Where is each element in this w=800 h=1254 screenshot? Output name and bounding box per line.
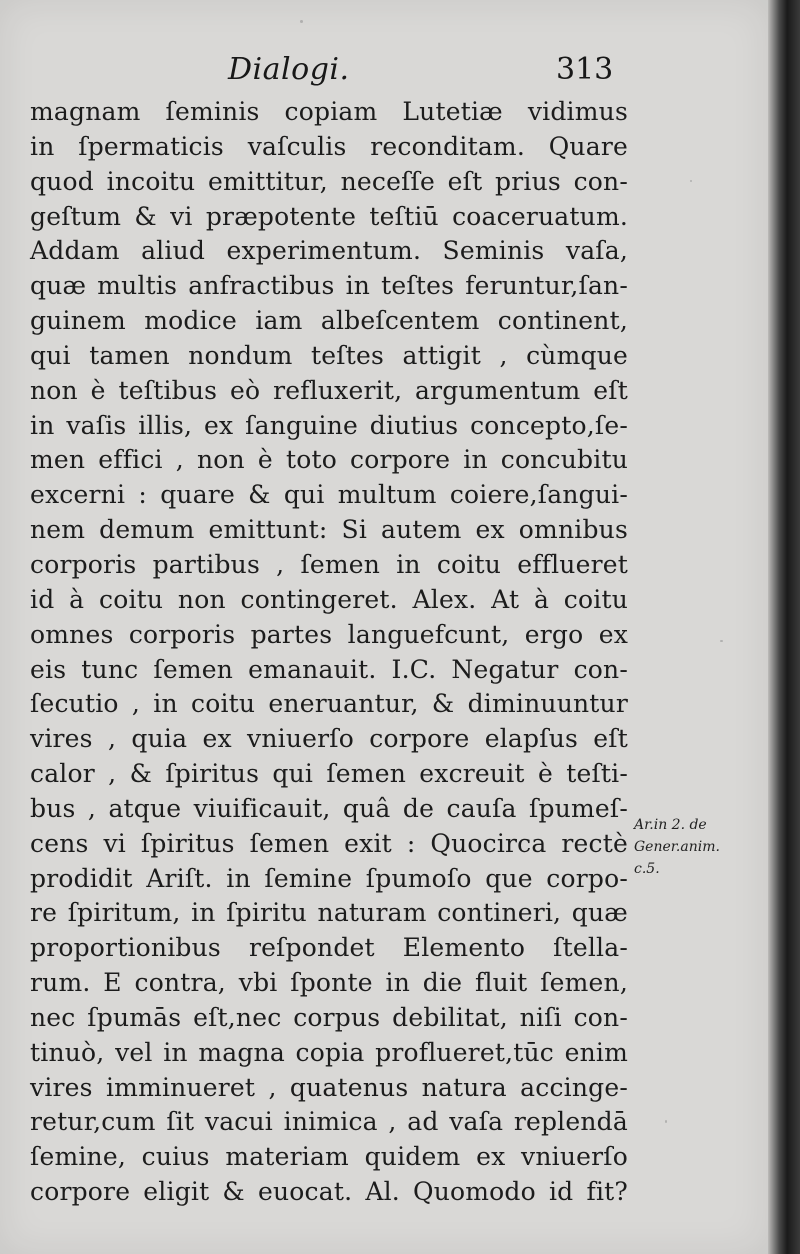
text-line: quæ multis anfractibus in teſtes feruntur,ſan- — [30, 271, 628, 301]
body-text — [30, 95, 628, 1210]
paper-speck — [720, 640, 723, 642]
text-line: re ſpiritum, in ſpiritu naturam contineri, quæ — [30, 898, 628, 928]
paper-speck — [300, 20, 303, 23]
text-line: retur,cum ſit vacui inimica , ad vaſa replendā — [30, 1107, 628, 1137]
text-line: calor , & ſpiritus qui ſemen excreuit è teſti- — [30, 759, 628, 789]
text-line: bus , atque viuificauit, quâ de cauſa ſpumeſ- — [30, 793, 628, 823]
text-line: tinuò, vel in magna copia proflueret,tūc enim — [30, 1037, 628, 1067]
text-line: magnam ſeminis copiam Lutetiæ vidimus — [30, 97, 628, 126]
marginal-citation-line: c.5. — [634, 861, 660, 877]
text-line: excerni : quare & qui multum coiere,ſangui- — [30, 480, 628, 510]
text-line: guinem modice iam albeſcentem continent, — [30, 306, 628, 336]
marginal-citation — [634, 814, 764, 880]
text-line: quod incoitu emittitur, neceſſe eſt prius con- — [30, 166, 628, 196]
book-spine-edge — [768, 0, 800, 1254]
text-line: id à coitu non contingeret. Alex. At à coitu — [30, 584, 628, 614]
text-line: prodidit Ariſt. in ſemine ſpumoſo que corpo- — [30, 863, 628, 893]
text-line: proportionibus reſpondet Elemento ſtella- — [30, 933, 628, 963]
text-line: in vaſis illis, ex ſanguine diutius concepto,ſe- — [30, 410, 628, 440]
text-line: ſemine, cuius materiam quidem ex vniuerſo — [30, 1142, 628, 1172]
paper-speck — [665, 1120, 667, 1123]
text-line: non è teſtibus eò refluxerit, argumentum eſt — [30, 375, 628, 405]
text-line: vires imminueret , quatenus natura accinge- — [30, 1072, 628, 1102]
text-line: nem demum emittunt: Si autem ex omnibus — [30, 515, 628, 545]
text-line: qui tamen nondum teſtes attigit , cùmque — [30, 340, 628, 370]
text-line: geſtum & vi præpotente teſtiū coaceruatum. — [30, 201, 628, 231]
text-line: Addam aliud experimentum. Seminis vaſa, — [30, 236, 628, 266]
text-line: corpore eligit & euocat. Al. Quomodo id fit? — [30, 1177, 628, 1207]
marginal-citation-line: Gener.anim. — [634, 839, 720, 855]
paper-speck — [690, 180, 692, 182]
marginal-citation-line: Ar.in 2. de — [634, 817, 707, 833]
text-line: eis tunc ſemen emanauit. I.C. Negatur con- — [30, 654, 628, 684]
running-head: Dialogi. — [228, 52, 350, 87]
text-line: omnes corporis partes languefcunt, ergo ex — [30, 619, 628, 649]
text-line: men effici , non è toto corpore in concubitu — [30, 445, 628, 475]
page-number: 313 — [556, 52, 614, 87]
page-header — [0, 52, 768, 92]
text-line: in ſpermaticis vaſculis reconditam. Quare — [30, 131, 628, 161]
text-line: ſecutio , in coitu eneruantur, & diminuuntur — [30, 689, 628, 719]
text-line: corporis partibus , ſemen in coitu efflueret — [30, 549, 628, 579]
text-line: cens vi ſpiritus ſemen exit : Quocirca rectè — [30, 828, 628, 858]
text-line: rum. E contra, vbi ſponte in die fluit ſemen, — [30, 968, 628, 998]
text-line: nec ſpumās eſt,nec corpus debilitat, niſi con- — [30, 1002, 628, 1032]
text-line: vires , quia ex vniuerſo corpore elapſus eſt — [30, 724, 628, 754]
